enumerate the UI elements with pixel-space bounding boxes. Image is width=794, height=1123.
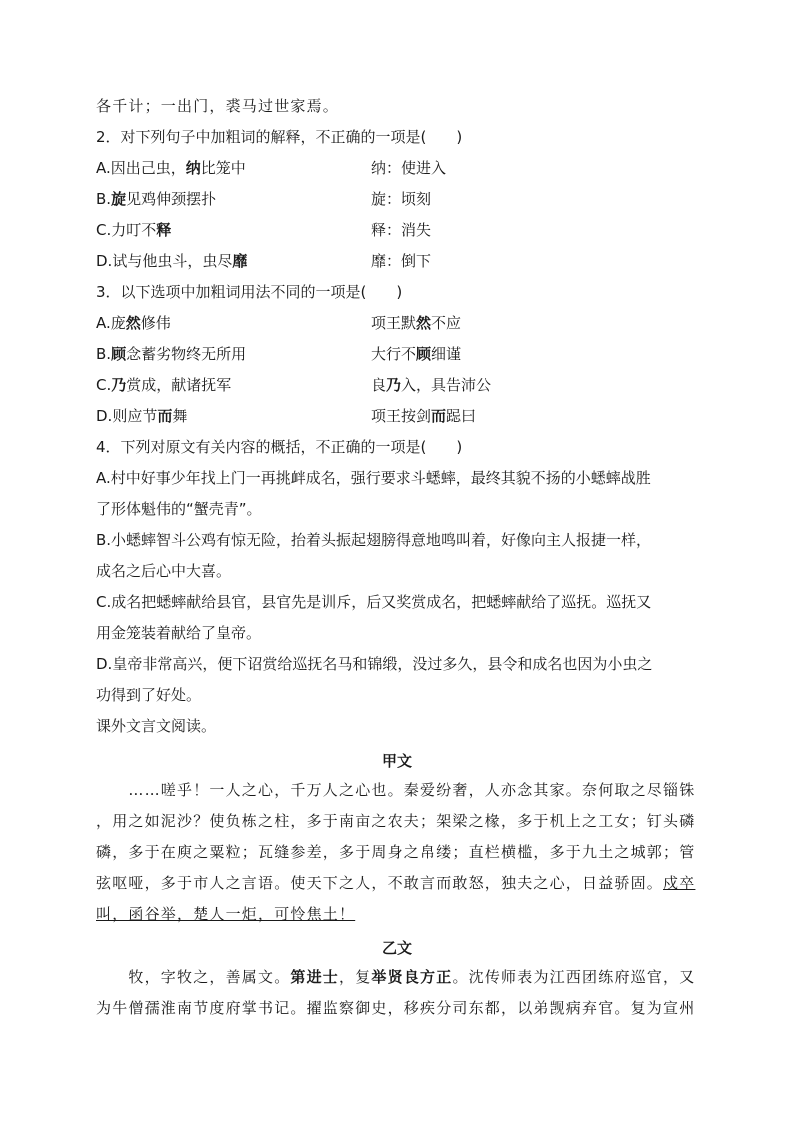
- yi-line: 牧，字牧之，善属文。第进士，复举贤良方正。沈传师表为江西团练府巡官，又: [96, 968, 696, 986]
- jia-underlined-line: 叫，函谷举，楚人一炬，可怜焦土！: [96, 905, 356, 923]
- jia-line: ……嗟乎！一人之心，千万人之心也。秦爱纷奢，人亦念其家。奈何取之尽锱铢: [96, 781, 696, 799]
- q4-line: D.皇帝非常高兴，便下诏赏给巡抚名马和锦缎，没过多久，县令和成名也因为小虫之: [96, 655, 653, 673]
- q2-option-c: C.力叮不释 释：消失: [96, 221, 432, 239]
- q4-stem: 4．下列对原文有关内容的概括，不正确的一项是( ): [96, 438, 463, 456]
- q2-gloss-a: 纳：使进入: [371, 159, 447, 177]
- yi-line: 为牛僧孺淮南节度府掌书记。擢监察御史，移疾分司东都，以弟觊病弃官。复为宣州: [96, 999, 696, 1017]
- q3-option-b: B.顾念蓄劣物终无所用 大行不顾细谨: [96, 345, 462, 363]
- q4-line: 功得到了好处。: [96, 686, 202, 704]
- q2-gloss-c: 释：消失: [371, 221, 432, 239]
- q2-option-b: B.旋见鸡伸颈摆扑 旋：顷刻: [96, 190, 432, 208]
- q2-option-d: D.试与他虫斗，虫尽靡 靡：倒下: [96, 252, 432, 270]
- q4-line: A.村中好事少年找上门一再挑衅成名，强行要求斗蟋蟀，最终其貌不扬的小蟋蟀战胜: [96, 469, 651, 487]
- q2-gloss-d: 靡：倒下: [371, 252, 432, 270]
- q3-option-a: A.庞然修伟 项王默然不应: [96, 314, 462, 332]
- q4-line: C.成名把蟋蟀献给县官，县官先是训斥，后又奖赏成名，把蟋蟀献给了巡抚。巡抚又: [96, 593, 652, 611]
- jia-underlined-tail: 戍卒: [663, 874, 696, 892]
- jia-line: ，用之如泥沙？使负栋之柱，多于南亩之农夫；架梁之椽，多于机上之工女；钉头磷: [96, 812, 696, 830]
- q4-line: 了形体魁伟的“蟹壳青”。: [96, 500, 262, 518]
- section-label: 课外文言文阅读。: [96, 717, 217, 735]
- q3-option-d: D.则应节而舞 项王按剑而跽曰: [96, 407, 477, 425]
- q2-option-a: A.因出己虫，纳比笼中 纳：使进入: [96, 159, 447, 177]
- q2-stem: 2．对下列句子中加粗词的解释，不正确的一项是( ): [96, 128, 463, 146]
- q3-stem: 3．以下选项中加粗词用法不同的一项是( ): [96, 283, 403, 301]
- q4-line: B.小蟋蟀智斗公鸡有惊无险，抬着头振起翅膀得意地鸣叫着，好像向主人报捷一样，: [96, 531, 652, 549]
- jia-title: 甲文: [381, 752, 412, 770]
- jia-line: 弦呕哑，多于市人之言语。使天下之人，不敢言而敢怒，独夫之心，日益骄固。戍卒: [96, 874, 696, 892]
- yi-title: 乙文: [381, 939, 412, 957]
- q4-line: 用金笼装着献给了皇帝。: [96, 624, 262, 642]
- jia-line: 磷，多于在庾之粟粒；瓦缝参差，多于周身之帛缕；直栏横槛，多于九土之城郭；管: [96, 843, 696, 861]
- q4-line: 成名之后心中大喜。: [96, 562, 232, 580]
- q2-gloss-b: 旋：顷刻: [371, 190, 432, 208]
- q3-option-c: C.乃赏成，献诸抚军 良乃入，具告沛公: [96, 376, 492, 394]
- intro-line: 各千计；一出门，裘马过世家焉。: [96, 97, 340, 115]
